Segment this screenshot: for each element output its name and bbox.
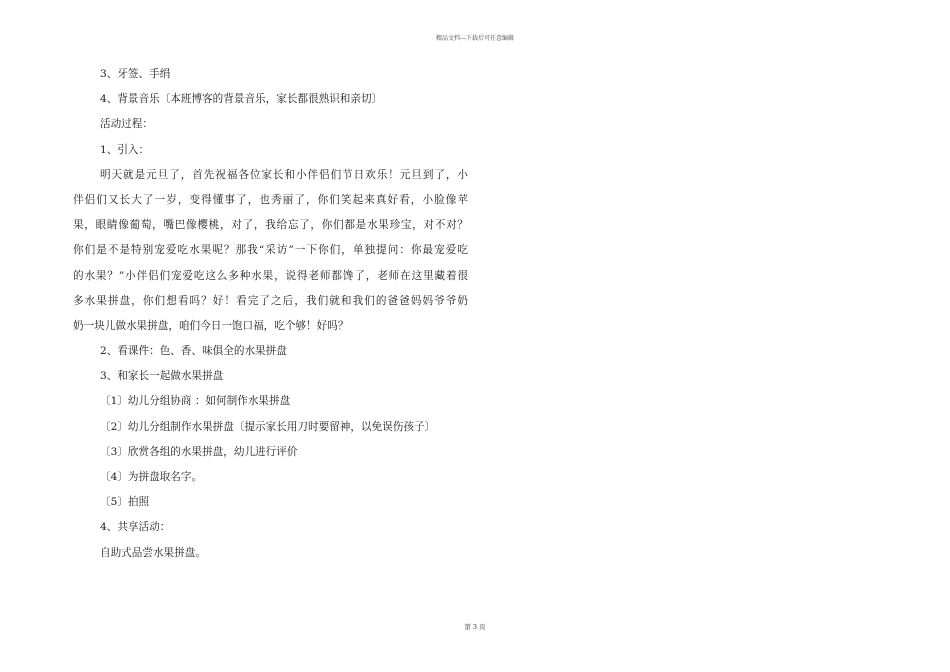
- paragraph-line: 的水果？”小伴侣们宠爱吃这么多种水果，说得老师都馋了，老师在这里藏着很: [73, 269, 468, 282]
- paragraph-line: 多水果拼盘，你们想看吗？好！看完了之后，我们就和我们的爸爸妈妈爷爷奶: [73, 294, 468, 307]
- step-heading-intro: 1、引入：: [100, 143, 150, 156]
- document-body: [73, 62, 468, 566]
- page-number: 第 3 页: [464, 623, 486, 631]
- step-heading-courseware: 2、看课件：色、香、味俱全的水果拼盘: [100, 345, 287, 358]
- paragraph-line: 明天就是元旦了，首先祝福各位家长和小伴侣们节日欢乐！元旦到了，小: [100, 168, 468, 181]
- paragraph-line: 果，眼睛像葡萄，嘴巴像樱桃，对了，我给忘了，你们都是水果珍宝，对不对？: [73, 219, 468, 232]
- page-header: 精品文档---下载后可任意编辑: [435, 35, 515, 42]
- sub-step-item: 〔1〕幼儿分组协商 ：如何制作水果拼盘: [100, 395, 291, 408]
- list-item-background-music: 4、背景音乐〔本班博客的背景音乐，家长都很熟识和亲切〕: [100, 93, 383, 106]
- sub-step-item: 〔2〕幼儿分组制作水果拼盘〔提示家长用刀时要留神，以免误伤孩子〕: [100, 420, 436, 433]
- step-heading-make-with-parents: 3、和家长一起做水果拼盘: [100, 370, 224, 383]
- section-heading-activity-process: 活动过程：: [100, 118, 153, 131]
- step-heading-sharing: 4、共享活动：: [100, 521, 171, 534]
- sub-step-item: 〔4〕为拼盘取名字。: [100, 471, 203, 483]
- paragraph-line: 你们是不是特别宠爱吃水果呢？那我“采访”一下你们，单独提问：你最宠爱吃: [73, 244, 468, 257]
- paragraph-line: 奶一块儿做水果拼盘，咱们今日一饱口福，吃个够！好吗？: [73, 319, 349, 332]
- sub-step-item: 〔5〕拍照: [100, 496, 150, 509]
- list-item-toothpicks: 3、牙签、手绢: [100, 68, 171, 80]
- sub-step-item: 〔3〕欣赏各组的水果拼盘，幼儿进行评价: [100, 445, 298, 458]
- paragraph-line: 伴侣们又长大了一岁，变得懂事了，也秀丽了，你们笑起来真好看，小脸像苹: [73, 193, 468, 206]
- body-text: 自助式品尝水果拼盘。: [100, 546, 206, 559]
